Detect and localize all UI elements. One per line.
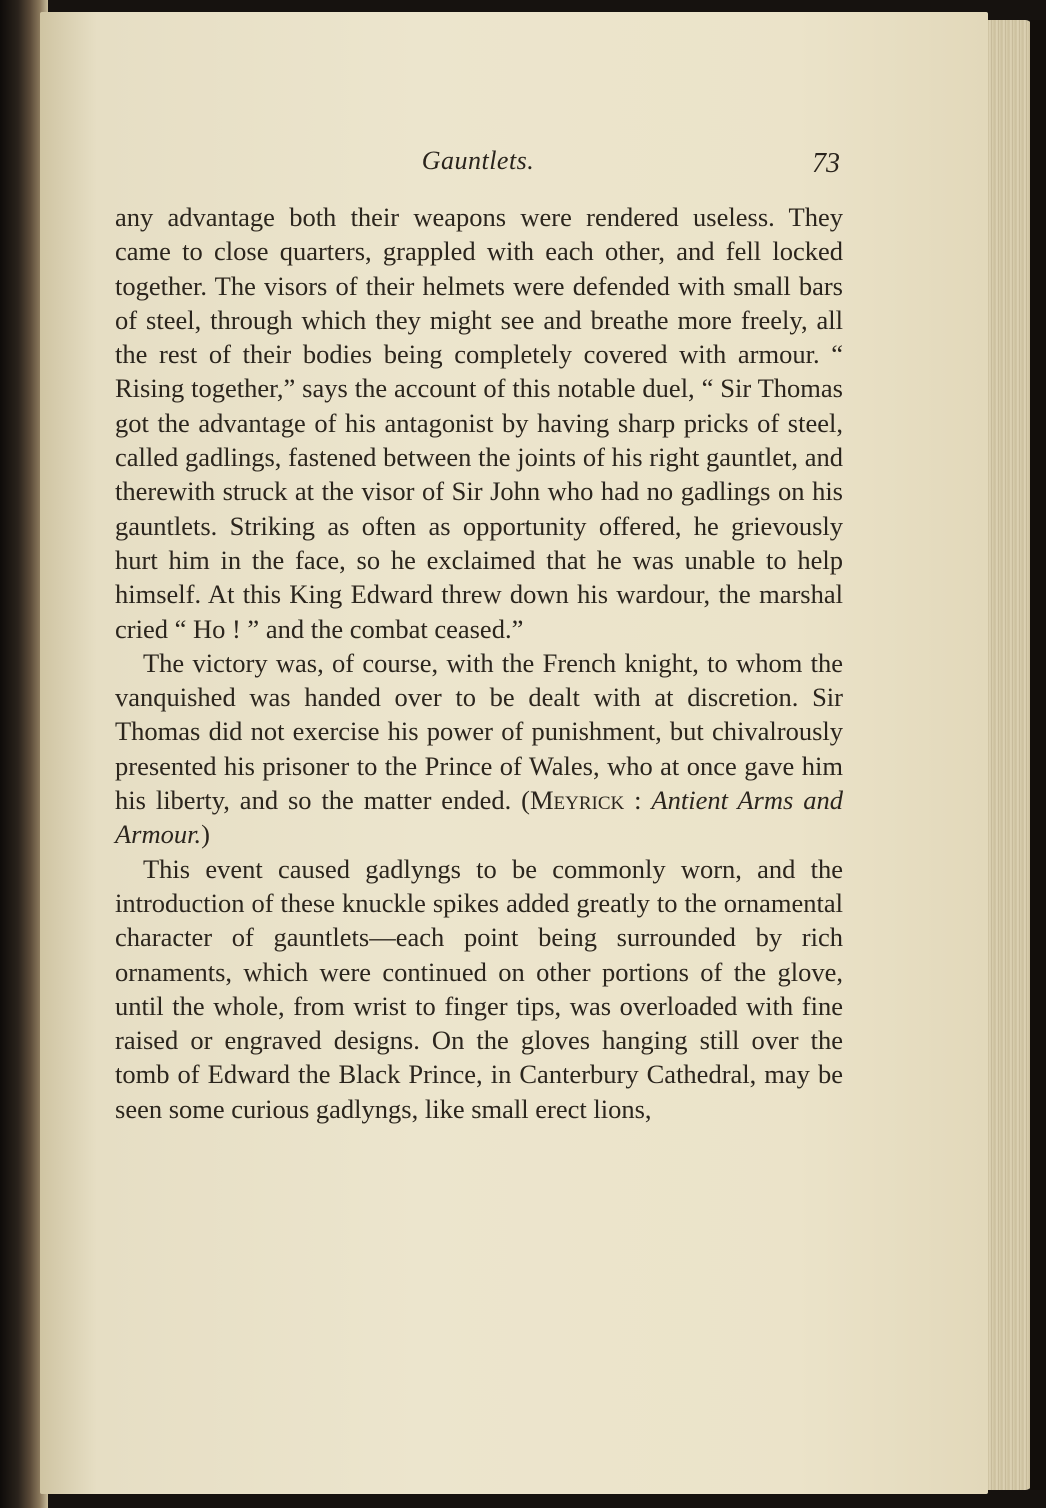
paragraph-3: This event caused gadlyngs to be commonly worn, and the introduction of these knuckle spikes added greatly to the ornamental character of gauntlets—each point being surrounded by rich ornaments, which were continued on other portions of the glove, until the whole, from wrist to finger tips, was overloaded with fine raised or engraved designs. On the gloves hanging still over the tomb of Edward the Black Prince, in Canterbury Cathedral, may be seen some curious gadlyngs, like small erect lions, bbox=[115, 853, 843, 1124]
citation-separator: : bbox=[624, 785, 652, 816]
paragraph-2 bbox=[115, 646, 843, 852]
page-edge-shadow bbox=[1030, 20, 1046, 1490]
running-title: Gauntlets. bbox=[421, 146, 535, 175]
paragraph-1: any advantage both their weapons were rendered useless. They came to close quarters, grappled with each other, and fell locked together. The visors of their helmets were defended with small bars of steel, through which they might see and breathe more freely, all the rest of their bodies being completely covered with armour. “ Rising together,” says the account of this notable duel, “ Sir Thomas got the advantage of his antagonist by having sharp pricks of steel, called gadlings, fastened between the joints of his right gauntlet, and therewith struck at the visor of Sir John who had no gadlings on his gauntlets. Striking as often as opportunity offered, he grievously hurt him in the face, so he exclaimed that he was unable to help himself. At this King Edward threw down his wardour, the marshal cried “ Ho ! ” and the combat ceased.” bbox=[115, 202, 843, 644]
page-number: 73 bbox=[812, 148, 840, 179]
page-edges bbox=[985, 20, 1033, 1490]
citation-author: Meyrick bbox=[529, 785, 625, 816]
running-head bbox=[110, 146, 846, 186]
citation-work: Antient Arms and Armour. bbox=[115, 785, 843, 850]
body-text bbox=[115, 200, 843, 1126]
paragraph-2-text: The victory was, of course, with the French knight, to whom the vanquished was handed over to be dealt with at discretion. Sir Thomas did not exercise his power of punishment, but chivalrously presented his prisoner to the Prince of Wales, who at once gave him his liberty, and so the matter ended. ( bbox=[115, 647, 843, 816]
citation-close: ) bbox=[201, 819, 210, 850]
